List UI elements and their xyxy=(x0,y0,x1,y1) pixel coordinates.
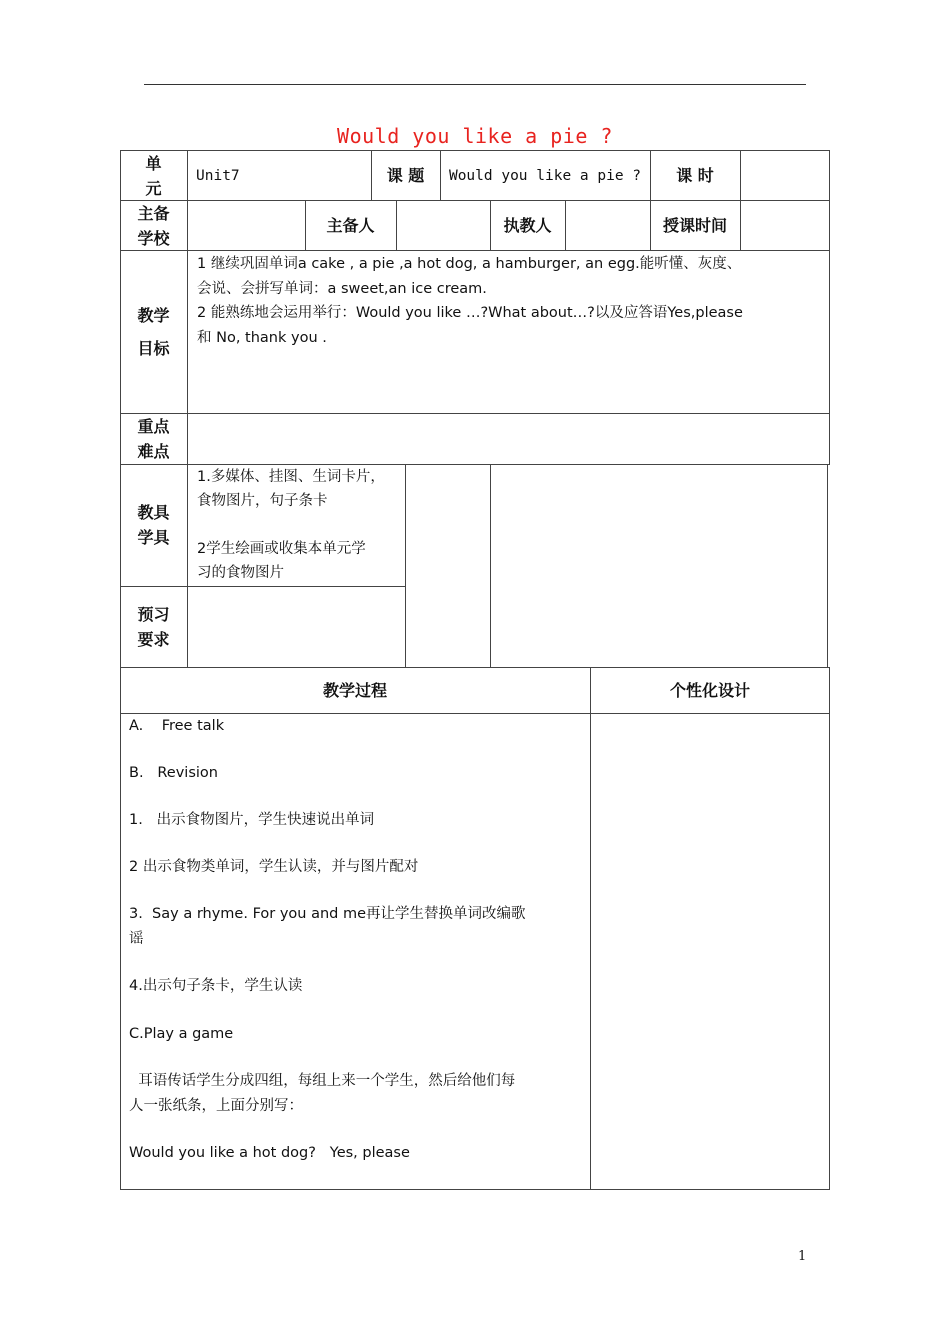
process-header: 教学过程 xyxy=(322,680,387,700)
process-step: Would you like a hot dog? Yes, please xyxy=(129,1145,410,1161)
page-number: 1 xyxy=(798,1249,807,1264)
materials-label: 教具 学具 xyxy=(137,503,170,547)
materials-item: 习的食物图片 xyxy=(197,565,284,581)
process-step: 人一张纸条，上面分别写： xyxy=(129,1098,303,1114)
process-step: 2 出示食物类单词，学生认读，并与图片配对 xyxy=(129,859,419,875)
header-rule xyxy=(144,84,806,85)
class-time-label: 授课时间 xyxy=(662,216,727,235)
topic-value: Would you like a pie ? xyxy=(448,167,642,184)
teacher-label: 执教人 xyxy=(503,216,552,235)
lead-preparer-label: 主备人 xyxy=(326,216,375,235)
personalized-design-header: 个性化设计 xyxy=(669,680,750,700)
materials-item: 1.多媒体、挂图、生词卡片， xyxy=(197,469,385,485)
period-value xyxy=(740,150,830,201)
process-step: 3. Say a rhyme. For you and me再让学生替换单词改编歌 xyxy=(129,906,526,922)
process-step: 耳语传话学生分成四组，每组上来一个学生，然后给他们每 xyxy=(129,1073,516,1089)
objective-line: 和 No, thank you . xyxy=(197,330,327,346)
key-points-label: 重点 难点 xyxy=(137,417,170,461)
topic-label: 课 题 xyxy=(386,166,425,185)
school-label: 主备 学校 xyxy=(137,203,170,248)
objective-line: 1 继续巩固单词a cake , a pie ,a hot dog, a hamburger, an egg.能听懂、灰度、 xyxy=(197,256,742,272)
process-step: 谣 xyxy=(129,931,144,947)
process-step: C.Play a game xyxy=(129,1026,234,1042)
key-points-row xyxy=(120,413,830,465)
document-title: Would you like a pie ? xyxy=(337,124,613,148)
process-step: 1. 出示食物图片，学生快速说出单词 xyxy=(129,812,375,828)
preview-label: 预习 要求 xyxy=(137,605,170,649)
materials-item: 食物图片，句子条卡 xyxy=(197,493,328,509)
process-step: A. Free talk xyxy=(129,718,225,734)
objective-line: 会说、会拼写单词：a sweet,an ice cream. xyxy=(197,281,487,297)
unit-label: 单 元 xyxy=(145,153,162,198)
process-step: B. Revision xyxy=(129,765,218,781)
materials-item: 2学生绘画或收集本单元学 xyxy=(197,541,366,557)
unit-value: Unit7 xyxy=(196,167,240,184)
objective-line: 2 能熟练地会运用举行：Would you like …?What about…?以及应答语Yes,please xyxy=(197,305,743,321)
process-step: 4.出示句子条卡，学生认读 xyxy=(129,978,303,994)
period-label: 课 时 xyxy=(676,166,714,185)
objectives-label: 教学 目标 xyxy=(137,306,170,358)
